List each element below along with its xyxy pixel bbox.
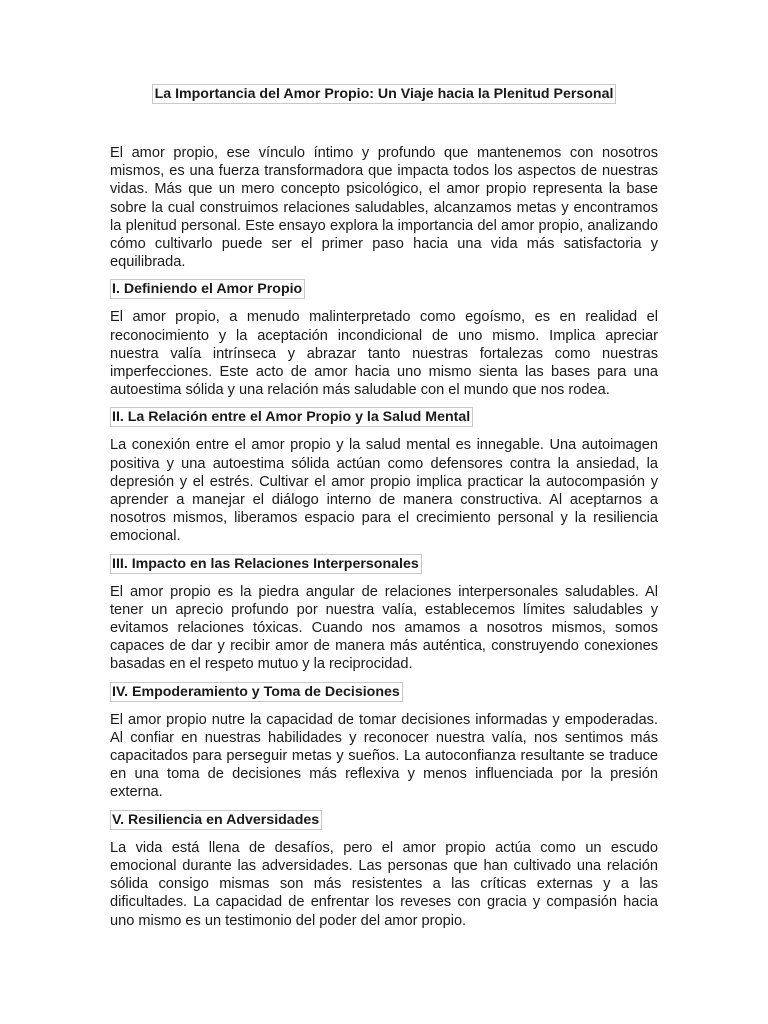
section-3 — [110, 554, 658, 674]
section-heading: V. Resiliencia en Adversidades — [110, 810, 322, 830]
section-paragraph: La conexión entre el amor propio y la salud mental es innegable. Una autoimagen positiva y una autoestima sólida actúan como defensores contra la ansiedad, la depresión y el estrés. Cultivar el amor propio implica practicar la autocompasión y aprender a manejar el diálogo interno de manera constructiva. Al aceptarnos a nosotros mismos, liberamos espacio para el crecimiento personal y la resiliencia emocional. — [110, 437, 658, 545]
section-4 — [110, 682, 658, 802]
section-1 — [110, 279, 658, 399]
section-paragraph: El amor propio es la piedra angular de relaciones interpersonales saludables. Al tener un aprecio profundo por nuestra valía, establecemos límites saludables y evitamos relaciones tóxicas. Cuando nos amamos a nosotros mismos, somos capaces de dar y recibir amor de manera más auténtica, construyendo conexiones basadas en el respeto mutuo y la reciprocidad. — [110, 583, 658, 673]
title-container — [110, 84, 658, 104]
section-heading: I. Definiendo el Amor Propio — [110, 279, 305, 299]
document-page — [110, 84, 658, 938]
intro-paragraph: El amor propio, ese vínculo íntimo y profundo que mantenemos con nosotros mismos, es una fuerza transformadora que impacta todos los aspectos de nuestras vidas. Más que un mero concepto psicológico, el amor propio representa la base sobre la cual construimos relaciones saludables, alcanzamos metas y encontramos la plenitud personal. Este ensayo explora la importancia del amor propio, analizando cómo cultivarlo puede ser el primer paso hacia una vida más satisfactoria y equilibrada. — [110, 145, 658, 271]
section-paragraph: El amor propio, a menudo malinterpretado como egoísmo, es en realidad el reconocimiento y la aceptación incondicional de uno mismo. Implica apreciar nuestra valía intrínseca y abrazar tanto nuestras fortalezas como nuestras imperfecciones. Este acto de amor hacia uno mismo sienta las bases para una autoestima sólida y una relación más saludable con el mundo que nos rodea. — [110, 309, 658, 399]
section-heading: III. Impacto en las Relaciones Interpersonales — [110, 554, 422, 574]
section-paragraph: La vida está llena de desafíos, pero el amor propio actúa como un escudo emocional durante las adversidades. Las personas que han cultivado una relación sólida consigo mismas son más resistentes a las críticas externas y a las dificultades. La capacidad de enfrentar los reveses con gracia y compasión hacia uno mismo es un testimonio del poder del amor propio. — [110, 839, 658, 929]
section-5 — [110, 810, 658, 930]
document-title: La Importancia del Amor Propio: Un Viaje hacia la Plenitud Personal — [152, 84, 617, 104]
section-heading: II. La Relación entre el Amor Propio y la Salud Mental — [110, 407, 473, 427]
section-paragraph: El amor propio nutre la capacidad de tomar decisiones informadas y empoderadas. Al confiar en nuestras habilidades y reconocer nuestra valía, nos sentimos más capacitados para perseguir metas y sueños. La autoconfianza resultante se traduce en una toma de decisiones más reflexiva y menos influenciada por la presión externa. — [110, 711, 658, 801]
section-2 — [110, 407, 658, 545]
section-heading: IV. Empoderamiento y Toma de Decisiones — [110, 682, 403, 702]
